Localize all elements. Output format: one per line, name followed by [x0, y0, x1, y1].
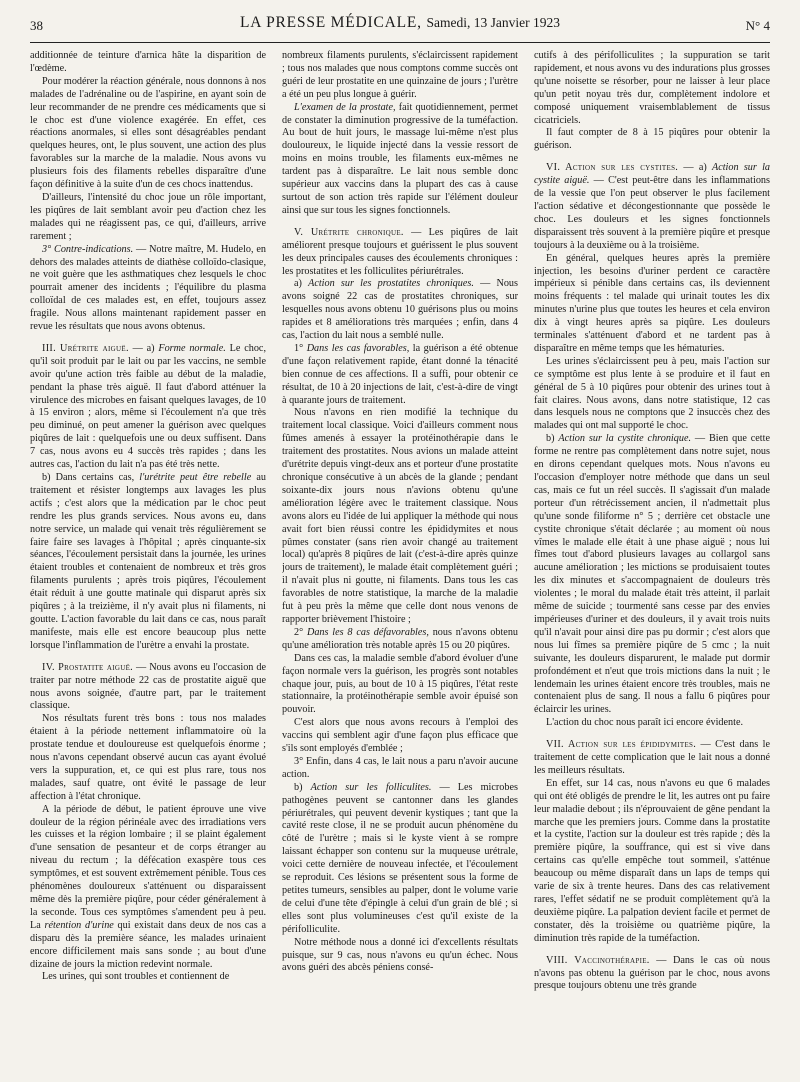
- column-2: [282, 50, 518, 1070]
- section-heading: V. Urétrite chronique.: [294, 226, 404, 238]
- paragraph-text: — Bien que cette forme ne rentre pas complètement dans notre sujet, nous en dirons cependant quelques mots. Nous n'avons eu l'occasion d'employer notre méthode que dans un seul cas, mais ce fut un réel succès. Il s'agissait d'un malade porteur d'un rétrécissement ancien, il n'admettait plus qu'une sonde filiforme n° 5 ; derrière cet obstacle une cystite chronique s'était déclarée ; au moment où nous vîmes le malade elle était à une phase aiguë ; nous lui fîmes tout d'abord plusieurs lavages au collargol sans aucune amélioration ; les mictions se produisaient toutes les dix minutes et s'accompagnaient de douleurs très violentes ; le moral du malade était très atteint, il parlait même de suicide ; tourmenté sans cesse par des envies impérieuses d'uriner et des douleurs, il y avait trois nuits qu'il n'avait pour ainsi dire pas pu dormir ; c'est alors que nous lui fîmes sa première piqûre de 5 cmc ; la nuit suivante, les douleurs disparurent, le malade put dormir profondément et n'eut que trois mictions dans la nuit ; le lendemain les urines étaient encore très troubles, mais ne contenaient plus de sang. Il nous a fallu 6 piqûres pour éclaircir les urines.: [534, 433, 770, 716]
- paragraph: [30, 244, 266, 334]
- paragraph-text: — Nous avons eu l'occasion de traiter par notre méthode 22 cas de prostatite aiguë que nous avons soignée, d'autre part, par le traitement classique.: [30, 661, 266, 712]
- paragraph-text: — C'est dans le traitement de cette complication que le lait nous a donné les meilleurs résultats.: [534, 739, 770, 776]
- issue-number: N° 4: [745, 18, 770, 33]
- paragraph-text: a): [294, 278, 309, 290]
- section-heading: VII. Action sur les épididymites.: [546, 739, 697, 751]
- paragraph: Les urines, qui sont troubles et contiennent de: [42, 971, 230, 983]
- paragraph: 3° Enfin, dans 4 cas, le lait nous a paru n'avoir aucune action.: [282, 755, 518, 780]
- page-number: 38: [30, 18, 43, 33]
- paragraph-text: — Les microbes pathogènes peuvent se cantonner dans les glandes périurétrales, qui peuvent devenir kystiques ; tant que la cavité reste close, il ne se produit aucun phénomène du côté de l'urètre ; mais si le kyste vient à se rompre laissant échapper son contenu sur la muqueuse urétrale, voici cette dernière de nouveau infectée, et l'écoulement se reproduit. Ces lésions se présentent sous la forme de petites tumeurs, sensibles au palper, dont le volume varie de celui d'une tête d'épingle à celui d'un grain de blé ; si elles sont plus volumineuses c'est qu'il existe de la périfolliculite.: [282, 781, 518, 935]
- paragraph-text: — a): [678, 162, 712, 174]
- paragraph-text: 1°: [294, 342, 307, 354]
- paragraph: Notre méthode nous a donné ici d'excellents résultats puisque, sur 9 cas, nous n'avons eu qu'un échec. Nous avons guéri des abcès péniens consé-: [282, 936, 518, 974]
- paragraph: En effet, sur 14 cas, nous n'avons eu que 6 malades qui ont été obligés de prendre le lit, les autres ont pu faire leur maladie debout ; ils n'éprouvaient de gêne pendant la marche que les premiers jours. Comme dans la prostatite et la cystite, l'action sur la douleur est très rapide ; dès la première piqûre, la souffrance, qui est si vive dans certains cas qu'elle empêche tout sommeil, s'atténue beaucoup ou même disparaît dans un laps de temps qui varie de six à trente heures. Dans des cas relativement rares, l'effet sédatif ne se produit complètement qu'à la deuxième piqûre. La palpation devient facile et permet de constater, dès la troisième ou quatrième piqûre, la diminution très rapide de la tuméfaction.: [534, 777, 770, 944]
- emphasis: L'examen de la prostate,: [294, 101, 396, 113]
- emphasis: Dans les cas favorables,: [306, 342, 410, 354]
- paragraph: Pour modérer la réaction générale, nous donnons à nos malades de l'adrénaline ou de l'aspirine, en ayant soin de leur recommander de ne prendre ces médicaments que si le choc est d'une violence exagérée. En effet, ces réactions anormales, si elles sont désagréables pendant quelques heures, ont, le plus souvent, une action des plus favorables sur la marche de la maladie. Nous avons vu plusieurs fois des filaments rebelles disparaître d'une façon définitive à la suite d'un de ces chocs inattendus.: [30, 75, 266, 191]
- section-heading: VI. Action sur les cystites.: [546, 162, 679, 174]
- issue-date: Samedi, 13 Janvier 1923: [426, 15, 560, 30]
- paragraph: [282, 627, 518, 653]
- paragraph-text: 2°: [294, 626, 307, 638]
- paragraph: [282, 102, 518, 218]
- paragraph: Nous n'avons en rien modifié la technique du traitement local classique. Voici d'ailleurs comment nous fûmes amenés à essayer la protéinothérapie dans le traitement des prostatites. Nous avions un malade atteint d'urétrite depuis vingt-deux ans et porteur d'une prostatite chronique consécutive à un abcès de la glande ; pendant soixante-dix jours nous n'avions obtenu qu'une amélioration légère avec le traitement classique. Nous avons alors eu l'idée de lui appliquer la méthode qui nous avait fort bien réussi contre les épididymites et nous pûmes constater (sans rien avoir changé au traitement local) qu'après 8 piqûres de lait (c'est-à-dire après quinze jours de traitement), le malade était complètement guéri ; il n'avait plus ni goutte, ni filaments. Dans tous les cas favorables de notre statistique, la marche de la maladie fut à peu près la même que celle dont nous venons de rapporter brièvement l'histoire ;: [282, 407, 518, 625]
- paragraph: [534, 433, 770, 717]
- emphasis: Dans les 8 cas défavorables,: [306, 626, 429, 638]
- paragraph: D'ailleurs, l'intensité du choc joue un rôle important, les piqûres de lait semblant avoir peu d'action chez les malades qui ne réagissent pas, ce qui, d'ailleurs, arrive rarement ;: [30, 191, 266, 242]
- paragraph-text: — Dans le cas où nous n'avons pas obtenu la guérison par le choc, nous avons presque toujours obtenu une très grande: [534, 954, 770, 992]
- paragraph-text: — Notre maître, M. Hudelo, en dehors des malades atteints de diathèse colloïdo-clasique, ne voit guère que les asthmatiques chez lesquels le choc pourrait amener des incidents ; l'équilibre du plasma colloïdal de ces malades est, en effet, toujours assez fragile. Nous allons maintenant rapidement passer en revue les résultats que nous avons obtenus.: [30, 243, 266, 333]
- paragraph-text: qui existait dans deux de nos cas a disparu dès la première séance, les malades urinaient encore difficilement mais sans sonde ; au bout d'une dizaine de jours la miction redevint normale.: [30, 919, 266, 970]
- paragraph: additionnée de teinture d'arnica hâte la disparition de l'œdème.: [30, 50, 266, 74]
- paragraph: [282, 227, 518, 279]
- emphasis: rétention d'urine: [44, 919, 114, 931]
- paragraph: En général, quelques heures après la première injection, les besoins d'uriner perdent ce caractère impérieux si pénible dans certains cas, ils deviennent moins fréquents : tel malade qui urinait toutes les dix minutes n'urine plus que toutes les heures et cela environ dix à vingt heures après sa piqûre. Les douleurs terminales s'atténuent d'abord et ne tardent pas à disparaître en même temps que les hématuries.: [534, 252, 770, 354]
- column-1: [30, 50, 266, 1070]
- section-heading: VIII. Vaccinothérapie.: [546, 954, 650, 966]
- paragraph: [534, 162, 770, 252]
- paragraph: [282, 278, 518, 343]
- paragraph: [534, 739, 770, 778]
- page-header: [30, 14, 770, 36]
- subsection-heading: Forme normale.: [158, 342, 226, 354]
- paragraph: nombreux filaments purulents, s'éclaircissent rapidement ; tous nos malades que nous comptons comme succès ont guéri de leur prostatite en une quinzaine de jours ; l'urètre a été un peu plus longue à guérir.: [282, 50, 518, 100]
- paragraph-text: Le choc, qu'il soit produit par le lait ou par les vaccins, ne semble avoir qu'une action très faible au début de la maladie, pendant la phase très aiguë. Il faut d'abord atténuer la virulence des microbes en faisant quelques lavages, de 10 à 15 environ ; alors, même si l'écoulement n'a que très peu diminué, on peut amener la guérison avec quelques piqûres de lait : quelquefois une ou deux suffisent. Dans 7 cas, nous avons eu 4 succès très rapides ; dans les autres cas, l'action du lait n'a pas été très nette.: [30, 342, 266, 471]
- subsection-heading: Action sur les prostatites chroniques.: [308, 278, 474, 290]
- paragraph-text: fait quotidiennement, permet de constater la diminution progressive de la tuméfaction. Au bout de huit jours, le massage lui-même n'est plus douloureux, le liquide injecté dans la vessie ressort de moins en moins trouble, les filaments eux-mêmes ne tardent pas à disparaître. Le lait nous semble donc supérieur aux vaccins dans la plupart des cas à cause surtout de son action très rapide sur l'élément douleur ainsi que sur tous les signes fonctionnels.: [282, 101, 518, 216]
- section-heading: IV. Prostatite aiguë.: [42, 661, 134, 673]
- paragraph: [282, 343, 518, 408]
- paragraph: [534, 955, 770, 994]
- paragraph: L'action du choc nous paraît ici encore évidente.: [546, 717, 744, 729]
- paragraph: [30, 472, 266, 653]
- subsection-heading: Action sur les folliculites.: [310, 781, 432, 793]
- header-rule: [30, 42, 770, 43]
- paragraph-text: au traitement et résister longtemps aux lavages les plus actifs ; c'est alors que la médication par le choc peut rendre les plus grands services. Nous avons eu, dans notre service, un malade qui venait très régulièrement se faire faire ses lavages à l'hôpital ; après cinquante-six séances, l'écoulement persistait dans la journée, les urines étaient troubles et contenaient de nombreux et très gros filaments purulents ; après trois piqûres, l'écoulement était réduit à une goutte matinale qui disparut après six piqûres ; à la treizième, il n'y avait plus ni filaments, ni goutte. L'action favorable du lait dans ce cas, nous paraît manifeste, mais elle est encore beaucoup plus nette lorsque l'inflammation de l'urètre a envahi la prostate.: [30, 472, 266, 651]
- paragraph-text: b): [294, 781, 311, 793]
- paragraph: III. Urétrite aiguë. — a) Forme normale. Le choc, qu'il soit produit par le lait ou par les vaccins, ne semble avoir qu'une action très faible au début de la maladie, pendant la phase très aiguë. Il faut d'abord atténuer la virulence des microbes en faisant quelques lavages, de 10 à 15 environ ; alors, même si l'écoulement n'a que très peu diminué, on peut amener la guérison avec quelques piqûres de lait : quelquefois une ou deux suffisent. Dans 7 cas, nous avons eu 4 succès très rapides ; dans les autres cas, l'action du lait n'a pas été très nette.: [30, 342, 266, 471]
- paragraph: Dans ces cas, la maladie semble d'abord évoluer d'une façon normale vers la guérison, les progrès sont notables chaque jour, puis, au bout de 10 à 15 piqûres, l'état reste stationnaire, la protéinothérapie semble avoir épuisé son pouvoir.: [282, 652, 518, 716]
- paragraph-text: b): [546, 433, 559, 445]
- column-3: [534, 50, 770, 1070]
- paragraph-heading: 3° Contre-indications.: [42, 243, 134, 255]
- subsection-heading: Action sur la cystite chronique.: [558, 433, 692, 445]
- paragraph: Nos résultats furent très bons : tous nos malades étaient à la période nettement inflammatoire où la prostate tendue et douloureuse est quelquefois énorme ; nous n'avons cependant observé aucun cas ayant évolué vers la suppuration, et, ce qui est plus rare, tous nos malades, sauf quatre, ont évité le passage de leur affection à l'état chronique.: [30, 713, 266, 802]
- paragraph-text: A la période de début, le patient éprouve une vive douleur de la région périnéale avec des irradiations vers les cuisses et la région lombaire ; il se plaint également d'une sensation de pesanteur et de corps étranger au niveau du rectum ; la défécation exaspère tous ces symptômes, et est souvent extrêmement pénible. Tous ces phénomènes douloureux s'atténuent ou disparaissent même dès la première piqûre, pour céder généralement à la seconde. Tous ces symptômes s'amendent peu à peu. La: [30, 803, 266, 931]
- journal-title: [30, 14, 770, 32]
- paragraph-text: la guérison a été obtenue d'une façon relativement rapide, étant donné la ténacité bien connue de ces affections. Il a suffi, pour obtenir ce résultat, de 10 à 20 injections de lait, c'est-à-dire de vingt à quarante jours de traitement.: [282, 342, 518, 406]
- paragraph: [30, 804, 266, 972]
- paragraph-text: — Nous avons soigné 22 cas de prostatites chroniques, sur lesquelles nous avons obtenu 10 guérisons plus ou moins rapides et 8 améliorations très marquées ; enfin, dans 4 cas, l'action du lait nous a semblé nulle.: [282, 278, 518, 342]
- paragraph-text: — C'est peut-être dans les inflammations de la vessie que l'on peut observer le plus facilement l'action sédative et décongestionnante que possède le choc. Les douleurs et les signes fonctionnels disparaissent très souvent à la première piqûre et presque toujours à la deuxième ou à la troisième.: [534, 175, 770, 251]
- paragraph: [282, 782, 518, 937]
- paragraph: [30, 662, 266, 714]
- subsection-heading: Action sur la cystite aiguë.: [534, 162, 770, 187]
- paragraph: Il faut compter de 8 à 15 piqûres pour obtenir la guérison.: [534, 127, 770, 152]
- paragraph: Les urines s'éclaircissent peu à peu, mais l'action sur ce symptôme est plus lente à se produire et il faut en général de 5 à 10 piqûres pour obtenir des urines tout à fait claires. Nous avons, dans notre statistique, 12 cas dans lesquels nous ne comptons que 2 insuccès chez des malades qui ont mal supporté le choc.: [534, 355, 770, 432]
- section-heading: III. Urétrite aiguë.: [42, 342, 129, 354]
- paragraph-text: nous n'avons obtenu qu'une amélioration très notable après 15 ou 20 piqûres.: [282, 626, 518, 651]
- paragraph: cutifs à des périfolliculites ; la suppuration se tarit rapidement, et nous avons vu des indurations plus grosses qu'une noisette se résorber, pour ne laisser à leur place qu'un petit noyau très dur, complètement indolore et composé uniquement vraisemblablement de tissus cicatriciels.: [534, 50, 770, 126]
- paragraph-text: — Les piqûres de lait améliorent presque toujours et guérissent le plus souvent les deux principales causes des écoulements chroniques : les prostatites et les folliculites périurétrales.: [282, 226, 518, 277]
- paragraph-text: b) Dans certains cas,: [42, 472, 140, 483]
- paragraph: C'est alors que nous avons recours à l'emploi des vaccins qui semblent agir d'une façon plus efficace que s'ils sont employés d'emblée ;: [282, 717, 518, 755]
- journal-name: LA PRESSE MÉDICALE,: [239, 14, 422, 31]
- emphasis: l'urétrite peut être rebelle: [139, 472, 252, 483]
